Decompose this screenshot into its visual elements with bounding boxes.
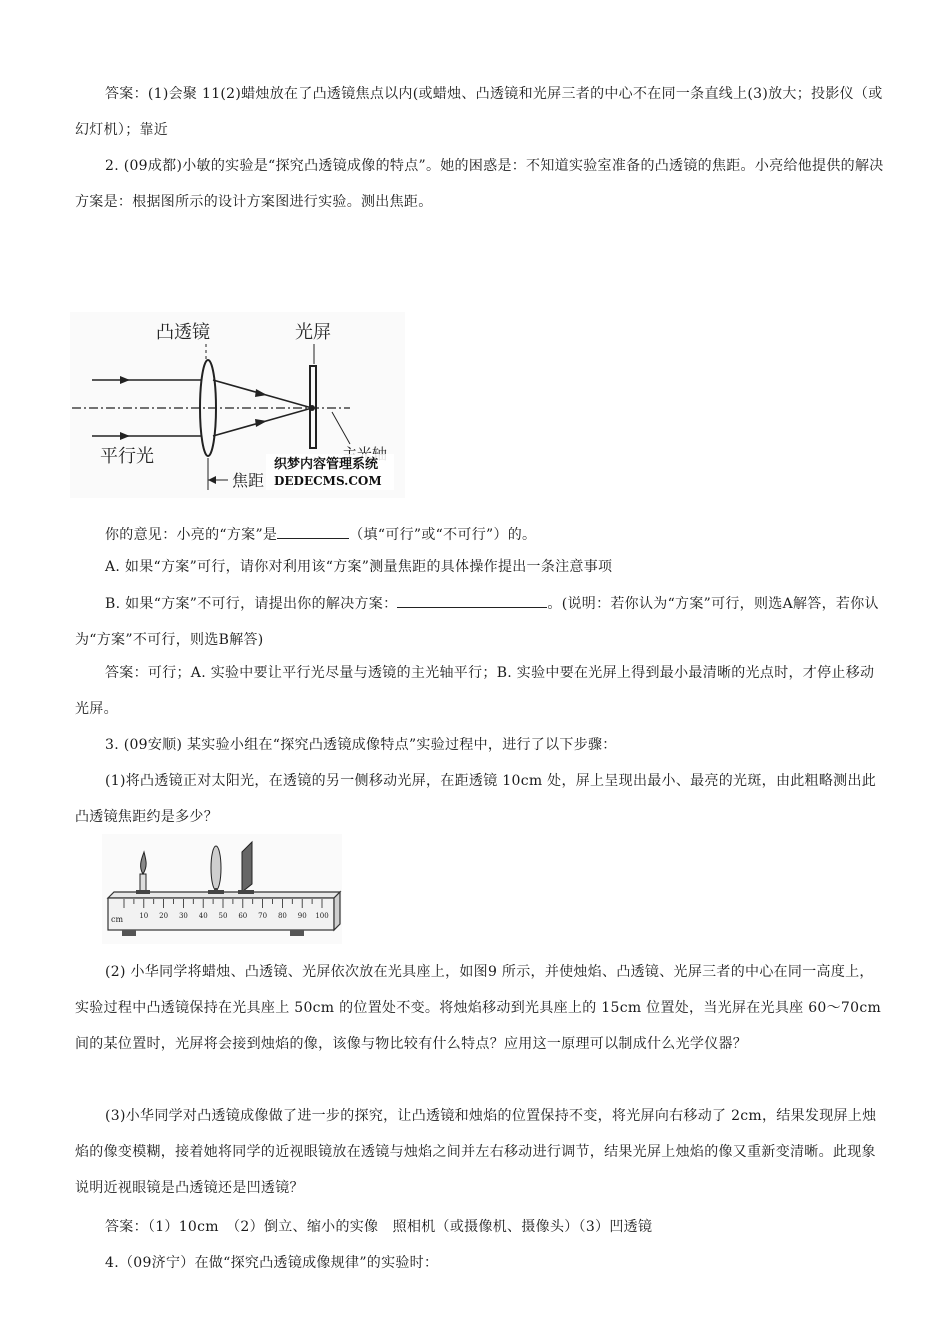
focal-length-label: 焦距 — [232, 471, 265, 490]
question-3-text: 3. (09安顺) 某实验小组在“探究凸透镜成像特点”实验过程中，进行了以下步骤： — [105, 737, 617, 753]
scale-tick-label: 50 — [218, 912, 228, 920]
opinion-text: 你的意见：小亮的“方案”是 — [105, 527, 278, 543]
scale-tick-label: 60 — [238, 912, 248, 920]
answer-blank-feasible[interactable] — [277, 524, 349, 539]
lens-holder — [208, 890, 224, 894]
optical-bench-diagram — [102, 834, 342, 944]
question-2-text: 2. (09成都)小敏的实验是“探究凸透镜成像的特点”。她的困惑是：不知道实验室准备的凸透镜的焦距。小亮给他提供的解决方案是：根据图所示的设计方案图进行实验。测出焦距。 — [75, 158, 884, 210]
option-b-text: B. 如果“方案”不可行，请提出你的解决方案： — [105, 596, 398, 612]
answer-paragraph-1: 答案：(1)会聚 11(2)蜡烛放在了凸透镜焦点以内(或蜡烛、凸透镜和光屏三者的中心不在同一条直线上(3)放大；投影仪（或幻灯机）；靠近 — [75, 86, 883, 138]
scale-tick-label: 100 — [315, 912, 329, 920]
screen-holder — [238, 890, 254, 894]
question-3-part-1: (1)将凸透镜正对太阳光，在透镜的另一侧移动光屏，在距透镜 10cm 处，屏上呈现出最小、最亮的光斑，由此粗略测出此凸透镜焦距约是多少？ — [75, 773, 877, 825]
bench-side — [334, 892, 340, 930]
scale-tick-label: 80 — [277, 912, 287, 920]
question-4-text: 4.（09济宁）在做“探究凸透镜成像规律”的实验时： — [105, 1255, 439, 1271]
answer-blank-solution[interactable] — [397, 593, 547, 608]
opinion-text-after: （填“可行”或“不可行”）的。 — [349, 527, 537, 543]
screen-label: 光屏 — [295, 322, 331, 343]
scale-tick-label: 20 — [159, 912, 169, 920]
candle-holder — [136, 890, 150, 894]
bench-foot-right — [290, 930, 304, 936]
scale-tick-label: 40 — [198, 912, 208, 920]
question-3-part-3: (3)小华同学对凸透镜成像做了进一步的探究，让凸透镜和烛焰的位置保持不变，将光屏向右移动了 2cm，结果发现屏上烛焰的像变模糊，接着她将同学的近视眼镜放在透镜与烛焰之间并左右移动进行调节，结果光屏上烛焰的像又重新变清晰。此现象说明近视眼镜是凸透镜还是凹透镜？ — [75, 1108, 877, 1196]
opinion-line — [75, 517, 885, 553]
option-b-note: 。(说明：若你认为“方案”可行，则选A解答，若你认为“方案”不可行，则选B解答) — [75, 596, 879, 648]
scale-tick-label: 30 — [178, 912, 188, 920]
scale-unit: cm — [111, 915, 124, 924]
lens-label: 凸透镜 — [156, 322, 210, 343]
focal-length-diagram — [70, 312, 405, 498]
answer-paragraph-2: 答案：可行；A. 实验中要让平行光尽量与透镜的主光轴平行；B. 实验中要在光屏上得到最小最清晰的光点时，才停止移动光屏。 — [75, 665, 875, 717]
bench-lens — [211, 846, 221, 890]
watermark-url: DEDECMS.COM — [274, 474, 382, 488]
option-b-line — [75, 586, 885, 658]
answer-paragraph-3: 答案：（1）10cm （2）倒立、缩小的实像 照相机（或摄像机、摄像头）（3）凹透镜 — [105, 1219, 653, 1235]
watermark-text: 织梦内容管理系统 — [274, 457, 379, 472]
scale-tick-label: 70 — [258, 912, 268, 920]
focal-point — [309, 405, 315, 411]
option-a-text: A. 如果“方案”可行，请你对利用该“方案”测量焦距的具体操作提出一条注意事项 — [105, 559, 613, 575]
question-3-part-2: (2) 小华同学将蜡烛、凸透镜、光屏依次放在光具座上，如图9 所示，并使烛焰、凸透镜、光屏三者的中心在同一高度上，实验过程中凸透镜保持在光具座上 50cm 的位置处不变。将烛焰移动到光具座上的 15cm 位置处，当光屏在光具座 60～70cm 间的某位置时，光屏将会接到烛焰的像，该像与物比较有什么特点？应用这一原理可以制成什么光学仪器？ — [75, 964, 882, 1052]
parallel-light-label: 平行光 — [100, 446, 154, 467]
scale-tick-label: 90 — [297, 912, 307, 920]
candle — [140, 874, 146, 892]
scale-tick-label: 10 — [139, 912, 149, 920]
bench-foot-left — [122, 930, 136, 936]
